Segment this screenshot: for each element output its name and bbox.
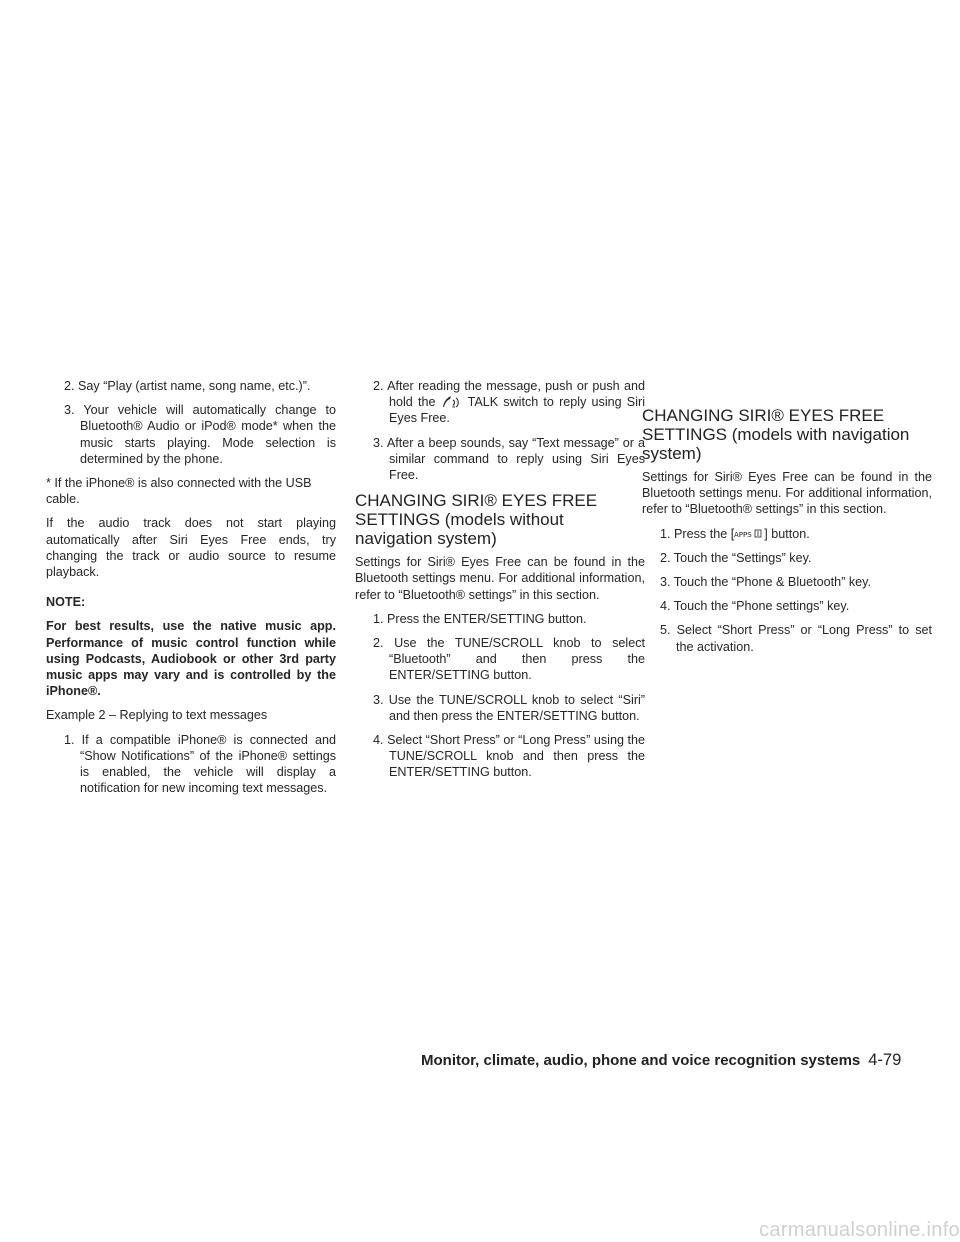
step-number: 2.: [64, 379, 75, 393]
paragraph: If the audio track does not start playing automatically after Siri Eyes Free ends, try changing the track or audio source to resume playback.: [46, 516, 336, 580]
list-item: [355, 435, 645, 484]
step-text-cont: ] button.: [764, 526, 810, 541]
list-item: [355, 378, 645, 427]
step-number: 2.: [373, 379, 384, 393]
step-number: 3.: [660, 575, 671, 590]
intro-paragraph: Settings for Siri® Eyes Free can be found in the Bluetooth settings menu. For additional information, refer to “Bluetooth® settings” in this section.: [355, 555, 645, 602]
column-1: [46, 378, 336, 804]
step-text: Your vehicle will automatically change to Bluetooth® Audio or iPod® mode* when the music starts playing. Mode selection is determined by the phone.: [80, 403, 336, 466]
note-label: NOTE:: [46, 595, 86, 610]
footnote: * If the iPhone® is also connected with the USB cable.: [46, 476, 312, 507]
svg-text:APPS: APPS: [734, 530, 752, 539]
talk-switch-icon: [441, 395, 463, 409]
step-text: After reading the message, push or push and hold the: [387, 379, 645, 410]
list-item: [355, 611, 645, 627]
step-number: 3.: [373, 435, 384, 450]
step-number: 1.: [660, 526, 671, 541]
list-item: [642, 622, 932, 654]
intro-paragraph: Settings for Siri® Eyes Free can be found in the Bluetooth settings menu. For additional information, refer to “Bluetooth® settings” in this section.: [642, 470, 932, 517]
step-text: Use the TUNE/SCROLL knob to select “Siri” and then press the ENTER/SETTING button.: [388, 692, 645, 723]
list-item: [355, 635, 645, 684]
list-item: [46, 732, 336, 797]
step-number: 4.: [373, 733, 384, 748]
step-text: Touch the “Phone settings” key.: [673, 599, 850, 614]
section-heading: CHANGING SIRI® EYES FREE SETTINGS (models with navigation system): [642, 406, 910, 463]
page-footer: [421, 1051, 901, 1070]
step-text: Press the [: [674, 526, 735, 541]
steps-d: [355, 611, 645, 781]
step-text: After a beep sounds, say “Text message” or a similar command to reply using Siri Eyes Free.: [386, 435, 645, 483]
steps-e: [642, 526, 932, 655]
steps-a: [46, 378, 336, 467]
column-2: [355, 378, 645, 789]
watermark: carmanualsonline.info: [759, 1219, 960, 1241]
example-label: Example 2 – Replying to text messages: [46, 708, 268, 723]
step-number: 3.: [373, 692, 384, 707]
list-item: [46, 402, 336, 467]
steps-c: [355, 378, 645, 483]
step-text: Touch the “Settings” key.: [673, 550, 812, 565]
page-number: 4-79: [868, 1051, 902, 1069]
list-item: [642, 598, 932, 614]
list-item: [642, 550, 932, 566]
list-item: [642, 526, 932, 542]
step-number: 4.: [660, 599, 671, 614]
steps-b: [46, 732, 336, 797]
step-text-cont: TALK switch to reply using Siri Eyes Free.: [389, 395, 645, 426]
svg-text:w: w: [451, 404, 455, 410]
step-number: 2.: [373, 636, 384, 651]
step-text: Use the TUNE/SCROLL knob to select “Bluetooth” and then press the ENTER/SETTING button.: [389, 636, 646, 683]
step-text: Say “Play (artist name, song name, etc.)”.: [78, 379, 311, 393]
step-text: If a compatible iPhone® is connected and “Show Notifications” of the iPhone® settings is enabled, the vehicle will display a notification for new incoming text messages.: [80, 732, 336, 796]
step-text: Touch the “Phone & Bluetooth” key.: [673, 575, 871, 590]
section-heading: CHANGING SIRI® EYES FREE SETTINGS (models without navigation system): [355, 491, 598, 549]
step-text: Press the ENTER/SETTING button.: [387, 611, 587, 626]
list-item: [355, 732, 645, 781]
step-number: 1.: [373, 611, 384, 626]
step-number: 2.: [660, 550, 671, 565]
apps-button-icon: [734, 528, 764, 540]
column-3: [642, 378, 932, 663]
step-text: Select “Short Press” or “Long Press” using the TUNE/SCROLL knob and then press the ENTER/SETTING button.: [387, 733, 646, 780]
note-text: For best results, use the native music app. Performance of music control function while using Podcasts, Audiobook or other 3rd party music apps may vary and is controlled by the iPhone®.: [46, 619, 336, 699]
step-number: 3.: [64, 403, 75, 418]
list-item: [355, 692, 645, 724]
step-number: 5.: [660, 623, 671, 638]
list-item: [642, 574, 932, 590]
footer-section-title: Monitor, climate, audio, phone and voice recognition systems: [421, 1052, 861, 1069]
list-item: [46, 378, 336, 394]
step-text: Select “Short Press” or “Long Press” to set the activation.: [676, 623, 932, 654]
step-number: 1.: [64, 732, 75, 747]
